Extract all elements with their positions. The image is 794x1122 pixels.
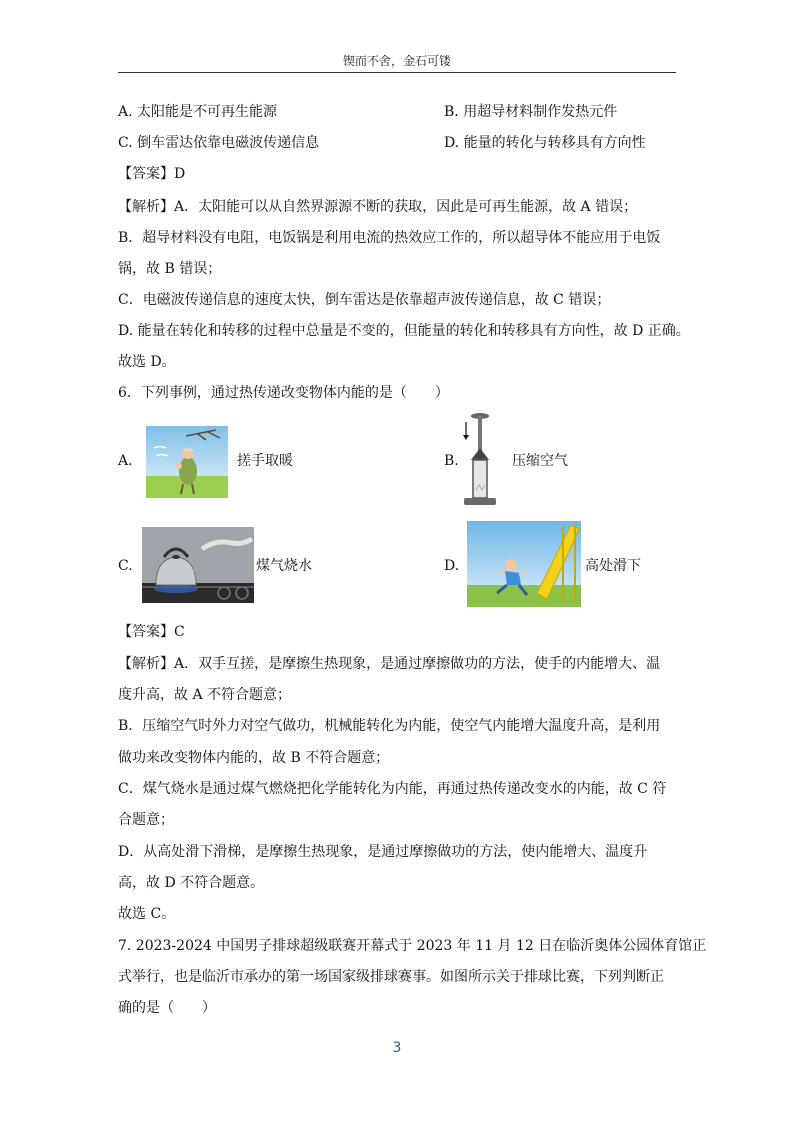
q6-option-d-letter: D. (444, 558, 460, 574)
rubbing-hands-picture (146, 426, 228, 498)
q7-stem-line: 7. 2023-2024 中国男子排球超级联赛开幕式于 2023 年 11 月 12 日在临沂奥体公园体育馆正 (118, 938, 707, 954)
q6-analysis-line: 度升高，故 A 不符合题意； (118, 687, 292, 703)
q6-analysis-line: 合题意； (118, 812, 174, 828)
q5-analysis-line: B．超导材料没有电阻，电饭锅是利用电流的热效应工作的，所以超导体不能应用于电饭 (118, 230, 661, 246)
q5-analysis-line: C．电磁波传递信息的速度太快，倒车雷达是依靠超声波传递信息，故 C 错误； (118, 292, 611, 308)
q5-option-b: B. 用超导材料制作发热元件 (444, 104, 618, 120)
q6-analysis-line: 故选 C。 (118, 906, 176, 922)
q5-option-a: A. 太阳能是不可再生能源 (118, 104, 278, 120)
q6-analysis-line: 高，故 D 不符合题意。 (118, 875, 265, 891)
q7-stem-line: 式举行，也是临沂市承办的第一场国家级排球赛事。如图所示关于排球比赛，下列判断正 (118, 969, 664, 985)
q6-answer: 【答案】C (118, 624, 185, 640)
q6-option-b-letter: B. (444, 453, 459, 469)
q7-stem-line: 确的是（ ） (118, 1000, 216, 1016)
q6-analysis-line: D．从高处滑下滑梯，是摩擦生热现象，是通过摩擦做功的方法，使内能增大、温度升 (118, 844, 648, 860)
gas-stove-kettle-picture (142, 527, 254, 603)
q6-analysis-line: C．煤气烧水是通过煤气燃烧把化学能转化为内能，再通过热传递改变水的内能，故 C 符 (118, 781, 667, 797)
q5-option-c: C. 倒车雷达依靠电磁波传递信息 (118, 135, 320, 151)
q6-stem: 6．下列事例，通过热传递改变物体内能的是（ ） (118, 385, 449, 401)
q6-analysis-line: B．压缩空气时外力对空气做功，机械能转化为内能，使空气内能增大温度升高，是利用 (118, 718, 661, 734)
q6-option-d-caption: 高处滑下 (585, 558, 641, 574)
q6-option-a-letter: A. (118, 453, 133, 469)
header-divider (118, 72, 676, 73)
q5-option-d: D. 能量的转化与转移具有方向性 (444, 135, 646, 151)
q6-option-a-caption: 搓手取暖 (237, 453, 293, 469)
q5-answer: 【答案】D (118, 166, 186, 182)
child-on-slide-picture (467, 521, 581, 607)
q6-option-b-caption: 压缩空气 (512, 453, 568, 469)
q5-analysis-line: 故选 D。 (118, 354, 176, 370)
q6-option-c-caption: 煤气烧水 (256, 558, 312, 574)
q6-analysis-line: 【解析】A．双手互搓，是摩擦生热现象，是通过摩擦做功的方法，使手的内能增大、温 (118, 656, 661, 672)
q5-analysis-line: D. 能量在转化和转移的过程中总量是不变的，但能量的转化和转移具有方向性，故 D 正确。 (118, 323, 690, 339)
q5-analysis-line: 【解析】A．太阳能可以从自然界源源不断的获取，因此是可再生能源，故 A 错误； (118, 199, 638, 215)
q6-option-c-letter: C. (118, 558, 133, 574)
q6-analysis-line: 做功来改变物体内能的，故 B 不符合题意； (118, 750, 390, 766)
page-header-motto: 锲而不舍，金石可镂 (342, 54, 451, 68)
page-number: 3 (392, 1040, 402, 1056)
compressing-air-syringe-picture (454, 408, 504, 510)
q5-analysis-line: 锅，故 B 错误； (118, 261, 222, 277)
